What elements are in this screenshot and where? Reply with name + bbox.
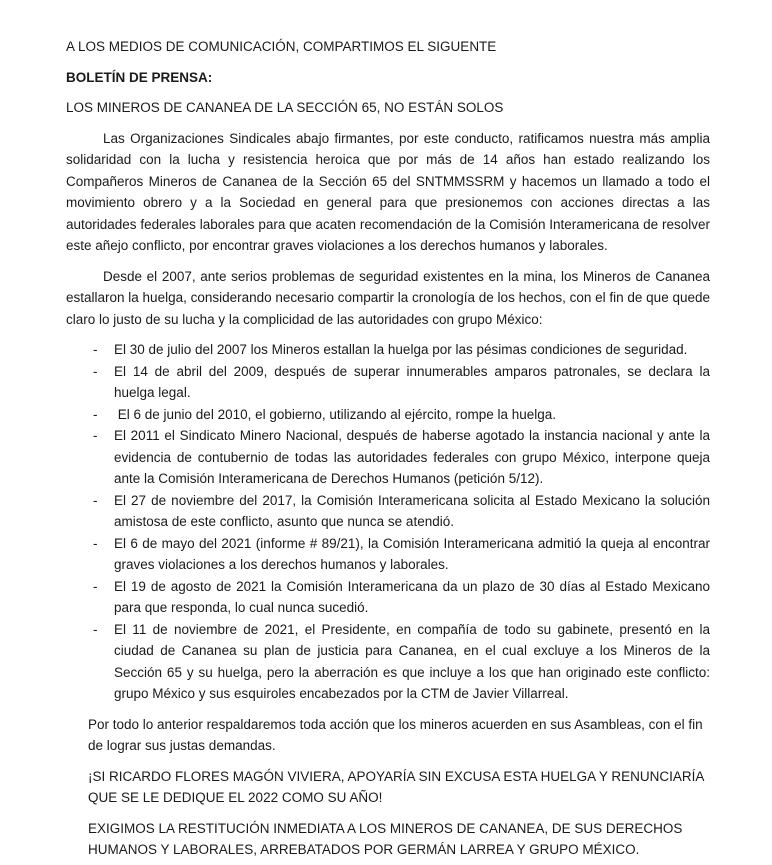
timeline-item-text: El 6 de junio del 2010, el gobierno, utilizando al ejército, rompe la huelga. bbox=[114, 406, 557, 422]
bullet-marker: - bbox=[93, 578, 98, 594]
list-item bbox=[66, 361, 710, 404]
list-item bbox=[66, 339, 710, 361]
timeline-item-text: El 2011 el Sindicato Minero Nacional, después de haberse agotado la instancia nacional y ante la evidencia de contubernio de todas las autoridades federales con grupo México, interpone queja ante la Comisión Interamericana de Derechos Humanos (petición 5/12). bbox=[114, 428, 710, 486]
timeline-item-text: El 19 de agosto de 2021 la Comisión Interamericana da un plazo de 30 días al Estado Mexicano para que responda, lo cual nunca sucedió. bbox=[114, 578, 710, 615]
headline: LOS MINEROS DE CANANEA DE LA SECCIÓN 65, NO ESTÁN SOLOS bbox=[66, 100, 504, 115]
list-item bbox=[66, 404, 710, 426]
timeline-item-text: El 30 de julio del 2007 los Mineros estallan la huelga por las pésimas condiciones de seguridad. bbox=[114, 342, 688, 357]
chronology-intro-paragraph: Desde el 2007, ante serios problemas de seguridad existentes en la mina, los Mineros de Cananea estallaron la huelga, considerando necesario compartir la cronología de los hechos, con el fin de que quede claro lo justo de su lucha y la complicidad de las autoridades con grupo México: bbox=[66, 268, 710, 327]
bulletin-label: BOLETÍN DE PRENSA: bbox=[66, 69, 213, 85]
timeline-item-text: El 27 de noviembre del 2017, la Comisión Interamericana solicita al Estado Mexicano la solución amistosa de este conflicto, asunto que nunca se atendió. bbox=[114, 492, 710, 529]
list-item bbox=[66, 490, 710, 533]
timeline-item-text: El 11 de noviembre de 2021, el Presidente, en compañía de todo su gabinete, presentó en la ciudad de Cananea su plan de justicia para Cananea, en el cual excluye a los Mineros de la Sección 65 y su huelga, pero la aberración es que incluye a los que han originado este conflicto: grupo México y sus esquiroles encabezados por la CTM de Javier Villarreal. bbox=[114, 621, 710, 701]
bullet-marker: - bbox=[93, 621, 98, 637]
intro-paragraph: Las Organizaciones Sindicales abajo firmantes, por este conducto, ratificamos nuestra más amplia solidaridad con la lucha y resistencia heroica que por más de 14 años han estado realizando los Compañeros Mineros de Cananea de la Sección 65 del SNTMMSSRM y hacemos un llamado a todo el movimiento obrero y a la Sociedad en general para que presionemos con acciones directas a las autoridades federales laborales para que acaten recomendación de la Comisión Interamericana de resolver este añejo conflicto, por encontrar graves violaciones a los derechos humanos y laborales. bbox=[66, 130, 710, 253]
list-item bbox=[66, 576, 710, 619]
list-item bbox=[66, 533, 710, 576]
bullet-marker: - bbox=[93, 428, 98, 443]
bullet-marker: - bbox=[93, 363, 98, 379]
support-paragraph: Por todo lo anterior respaldaremos toda acción que los mineros acuerden en sus Asambleas, con el fin de lograr sus justas demandas. bbox=[88, 716, 703, 753]
bullet-marker: - bbox=[93, 492, 98, 508]
timeline-item-text: El 6 de mayo del 2021 (informe # 89/21), la Comisión Interamericana admitió la queja al encontrar graves violaciones a los derechos humanos y laborales. bbox=[114, 535, 710, 572]
bullet-marker: - bbox=[93, 406, 98, 422]
chronology-list bbox=[66, 339, 710, 705]
list-item bbox=[66, 425, 710, 490]
timeline-item-text: El 14 de abril del 2009, después de superar innumerables amparos patronales, se declara la huelga legal. bbox=[114, 363, 710, 400]
bullet-marker: - bbox=[93, 342, 98, 357]
bullet-marker: - bbox=[93, 535, 98, 551]
magon-paragraph: ¡SI RICARDO FLORES MAGÓN VIVIERA, APOYARÍA SIN EXCUSA ESTA HUELGA Y RENUNCIARÍA QUE SE LE DEDIQUE EL 2022 COMO SU AÑO! bbox=[88, 768, 704, 805]
salutation-line: A LOS MEDIOS DE COMUNICACIÓN, COMPARTIMOS EL SIGUENTE bbox=[66, 39, 497, 54]
demand-paragraph: EXIGIMOS LA RESTITUCIÓN INMEDIATA A LOS MINEROS DE CANANEA, DE SUS DERECHOS HUMANOS Y LABORALES, ARREBATADOS POR GERMÁN LARREA Y GRUPO MÉXICO. bbox=[88, 820, 683, 857]
list-item bbox=[66, 619, 710, 705]
